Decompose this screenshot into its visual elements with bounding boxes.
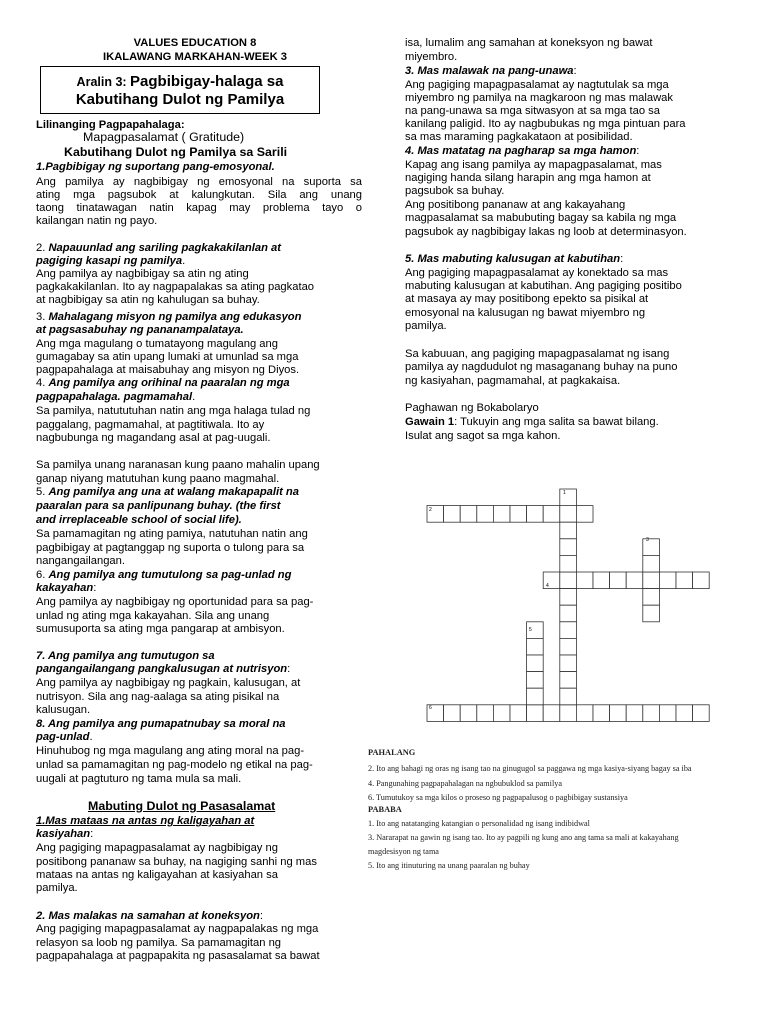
crossword-cell[interactable] [477,705,494,722]
crossword-cell[interactable] [444,506,461,523]
lesson-title-2: Kabutihang Dulot ng Pamilya [75,91,285,108]
item-5-title: 5. Ang pamilya ang una at walang makapapalit na [36,486,299,498]
clue-number-6: 6 [429,705,432,711]
text-line: isa, lumalim ang samahan at koneksyon ng bawat [405,37,653,49]
crossword-cell[interactable] [560,506,577,523]
text-line: Ang mga magulang o tumatayong magulang ang [36,338,278,350]
crossword-cell[interactable] [560,539,577,556]
text-line: Ang pamilya ay nagbibigay ng oportunidad para sa pag- [36,596,314,608]
clue-across-6: 6. Tumutukoy sa mga kilos o proseso ng pagpapalusog o pagbibigay sustansiya [368,793,628,802]
clue-number-1: 1 [563,490,566,496]
item-3-title: 3. Mahalagang misyon ng pamilya ang edukasyon [36,311,302,323]
text-line: Hinuhubog ng mga magulang ang ating moral na pag- [36,745,305,757]
crossword-cell[interactable] [560,705,577,722]
crossword-cell[interactable] [659,572,676,589]
crossword-cell[interactable] [593,705,610,722]
text-line: gumagabay sa atin upang lumaki at umunlad sa mga [36,351,299,363]
text-line: kailangan natin ng payo. [36,215,158,227]
crossword-cell[interactable] [543,705,560,722]
crossword-cell[interactable] [643,572,660,589]
crossword-cell[interactable] [643,705,660,722]
clues-across-heading: PAHALANG [368,748,416,757]
crossword-cell[interactable] [659,705,676,722]
item-6-title-cont: kakayahan: [36,582,97,594]
text-line: Ang pagiging mapagpasalamat ay nagpapalakas ng mga [36,923,319,935]
clue-number-2: 2 [429,507,432,513]
clue-number-5: 5 [529,627,532,633]
item-2-title-cont: pagiging kasapi ng pamilya. [36,255,186,267]
text-line: positibong pananaw sa buhay, na nagiging sanhi ng mas [36,856,317,868]
crossword-cell[interactable] [676,572,693,589]
crossword-cell[interactable] [560,672,577,689]
text-line: Kapag ang isang pamilya ay mapagpasalamat, mas [405,159,662,171]
vocab-heading: Paghawan ng Bokabolaryo [405,402,539,414]
crossword-cell[interactable] [493,506,510,523]
text-line: ganap niyang matutuhan kung paano magmahal. [36,473,280,485]
crossword-cell[interactable] [560,622,577,639]
item-6-title: 6. Ang pamilya ang tumutulong sa pag-unlad ng [36,569,292,581]
text-line: miyembro. [405,51,458,63]
text-line: emosyonal na kalusugan ng bawat miyembro ng [405,307,646,319]
crossword-cell[interactable] [643,605,660,622]
text-line: kalusugan. [36,704,91,716]
section-title-gratitude: Mabuting Dulot ng Pasasalamat [88,799,276,813]
crossword-cell[interactable] [610,705,627,722]
benefit-5-title: 5. Mas mabuting kalusugan at kabutihan: [405,253,624,265]
clue-down-3-cont: magdesisyon ng tama [368,847,439,856]
text-line: Ang pagiging mapagpasalamat ay konektado sa mas [405,267,669,279]
crossword-cell[interactable] [576,705,593,722]
text-line: Ang pamilya ay nagbibigay sa atin ng ating [36,268,249,280]
text-line: Ang pagiging mapagpasalamat ay nagbibigay ng [36,842,278,854]
text-line: at masaya ay may positibong epekto sa pisikal at [405,293,649,305]
lesson-title-1: Pagbibigay-halaga sa [130,73,284,90]
crossword-cell[interactable] [460,705,477,722]
text-line: nagbubunga ng magandang asal at pag-uugali. [36,432,271,444]
text-line: mabuting kalusugan at kabutihan. Ang pagiging positibo [405,280,682,292]
text-line: Ang pamilya ay nagbibigay ng emosyonal na suporta sa [36,176,362,188]
values-label: Lilinanging Pagpapahalaga: [36,119,185,131]
crossword-cell[interactable] [493,705,510,722]
text-line: Sa pamamagitan ng ating pamiya, natutuhan natin ang [36,528,308,540]
text-line: miyembro ng pamilya na magkaroon ng mas malawak [405,92,673,104]
item-8-title: 8. Ang pamilya ang pumapatnubay sa moral na [36,718,286,730]
clue-down-1: 1. Ito ang natatanging katangian o personalidad ng isang indibidwal [368,819,590,828]
text-line: unlad sa pamamagitan ng pag-modelo ng etikal na pag- [36,759,313,771]
benefit-1-title: 1.Mas mataas na antas ng kaligayahan at [36,815,255,827]
item-4-title-cont: pagpapahalaga. pagmamahal. [36,391,196,403]
crossword-cell[interactable] [693,572,710,589]
crossword-cell[interactable] [560,572,577,589]
crossword-cell[interactable] [560,688,577,705]
text-line: taong tinatawagan natin kapag may problema tayo o [36,202,362,214]
item-1-title: 1.Pagbibigay ng suportang pang-emosyonal. [36,161,275,173]
text-line: unlad ng ating mga kakayahan. Sila ang unang [36,610,270,622]
crossword-cell[interactable] [460,506,477,523]
text-line: pamilya ay nagdudulot ng masaganang buhay na puno [405,361,678,373]
text-line: ng kasiyahan, pagmamahal, at pagkakaisa. [405,375,621,387]
crossword-cell[interactable] [626,705,643,722]
text-line: pagkakakilanlan. Ito ay nagpapalakas sa ating pagkatao [36,281,315,293]
crossword-cell[interactable] [477,506,494,523]
section-title-family: Kabutihang Dulot ng Pamilya sa Sarili [64,145,288,159]
benefit-4-title: 4. Mas matatag na pagharap sa mga hamon: [405,145,640,157]
benefit-3-title: 3. Mas malawak na pang-unawa: [405,65,577,77]
crossword-cell[interactable] [626,572,643,589]
crossword-cell[interactable] [527,672,544,689]
text-line: Ang pamilya ay nagbibigay ng pagkain, kalusugan, at [36,677,301,689]
text-line: nangangailangan. [36,555,125,567]
item-2-title: 2. Napauunlad ang sariling pagkakakilanlan at [36,242,281,254]
text-line: Sa pamilya unang naranasan kung paano mahalin upang [36,459,320,471]
item-3-title-cont: at pagsasabuhay ng pananampalataya. [36,324,244,336]
item-5-title-cont: and irreplaceable school of social life). [36,514,242,526]
text-line: uugali at pagtuturo ng tama mula sa mali. [36,773,242,785]
crossword-cell[interactable] [576,506,593,523]
crossword-cell[interactable] [527,688,544,705]
text-line: relasyon sa loob ng pamilya. Sa pamamagitan ng [36,937,282,949]
crossword-cell[interactable] [560,555,577,572]
text-line: nutrisyon. Sila ang nag-aalaga sa ating pisikal na [36,691,280,703]
text-line: pagpapahalaga at pagpapakita ng pasasalamat sa bawat [36,950,320,962]
text-line: ating mga pagsubok at kalungkutan. Sila ang unang [36,189,362,201]
activity-1-instruction: Gawain 1: Tukuyin ang mga salita sa bawat bilang. [405,416,659,428]
crossword-cell[interactable] [643,555,660,572]
item-8-title-cont: pag-unlad. [36,731,93,743]
clue-number-4: 4 [546,583,549,589]
clue-down-5: 5. Ito ang itinuturing na unang paaralan ng buhay [368,861,530,870]
crossword-cell[interactable] [560,638,577,655]
text-line: pagsubok ay nagbibigay lakas ng loob at determinasyon. [405,226,687,238]
text-line: at nagbibigay sa atin ng kahulugan sa buhay. [36,294,260,306]
crossword-cell[interactable] [560,655,577,672]
crossword-cell[interactable] [643,589,660,606]
text-line: nagiging handa silang harapin ang mga hamon at [405,172,651,184]
text-line: sumusuporta sa ating mga pangarap at ambisyon. [36,623,285,635]
text-line: Sa kabuuan, ang pagiging mapagpasalamat ng isang [405,348,670,360]
crossword-cell[interactable] [560,605,577,622]
crossword-cell[interactable] [560,589,577,606]
clue-down-3: 3. Nararapat na gawin ng isang tao. Ito ay pagpili ng kung ano ang tama sa mali at kakayahang [368,833,679,842]
crossword-cell[interactable] [510,705,527,722]
crossword-cell[interactable] [576,572,593,589]
text-line: sa mas maraming pagkakataon at posibilidad. [405,131,633,143]
crossword-cell[interactable] [676,705,693,722]
crossword-cell[interactable] [527,506,544,523]
header-line-2: IKALAWANG MARKAHAN-WEEK 3 [103,51,287,63]
benefit-1-title-cont: kasiyahan: [36,828,94,840]
text-line: kanilang paligid. Ito ay nagbubukas ng mga pintuan para [405,118,686,130]
text-line: Sa pamilya, natututuhan natin ang mga halaga tulad ng [36,405,311,417]
text-line: pagpapahalaga at maisabuhay ang misyon ng Diyos. [36,364,300,376]
crossword-cell[interactable] [543,506,560,523]
benefit-2-title: 2. Mas malakas na samahan at koneksyon: [36,910,263,922]
text-line: magpasalamat sa mabubuting bagay sa kabila ng mga [405,212,677,224]
lesson-number: Aralin 3: [76,75,131,89]
values-value: Mapagpasalamat ( Gratitude) [83,130,245,144]
text-line: mataas na antas ng kaligayahan at kasiyahan sa [36,869,278,881]
crossword-cell[interactable] [527,705,544,722]
crossword-cell[interactable] [610,572,627,589]
text-line: Ang positibong pananaw at ang kakayahang [405,199,626,211]
crossword-cell[interactable] [560,522,577,539]
crossword-cell[interactable] [444,705,461,722]
text-line: Isulat ang sagot sa mga kahon. [405,430,561,442]
item-7-title-cont: pangangailangang pangkalusugan at nutrisyon: [36,663,291,675]
item-5-title-cont: paaralan para sa panlipunang buhay. (the first [36,500,281,512]
text-line: pagbibigay at pagtanggap ng suporta o tulong para sa [36,542,305,554]
crossword-cell[interactable] [693,705,710,722]
item-7-title: 7. Ang pamilya ang tumutugon sa [36,650,215,662]
crossword-cell[interactable] [527,655,544,672]
text-line: Ang pagiging mapagpasalamat ay nagtutulak sa mga [405,79,669,91]
crossword-cell[interactable] [593,572,610,589]
clues-down-heading: PABABA [368,805,402,814]
text-line: pagsubok sa buhay. [405,185,505,197]
text-line: pamilya. [36,882,78,894]
crossword-cell[interactable] [510,506,527,523]
text-line: pamilya. [405,320,447,332]
clue-across-4: 4. Pangunahing pagpapahalagan na ngbubuklod sa pamilya [368,779,562,788]
clue-across-2: 2. Ito ang bahagi ng oras ng isang tao na ginugugol sa paggawa ng mga kasiya-siyang bagay sa iba [368,764,692,773]
item-4-title: 4. Ang pamilya ang orihinal na paaralan ng mga [36,377,290,389]
header-line-1: VALUES EDUCATION 8 [133,37,257,49]
text-line: na pang-unawa sa mga sitwasyon at sa mga tao sa [405,105,660,117]
text-line: paggalang, pagmamahal, at pagtitiwala. Ito ay [36,419,265,431]
clue-number-3: 3 [646,537,649,543]
crossword-cell[interactable] [527,638,544,655]
